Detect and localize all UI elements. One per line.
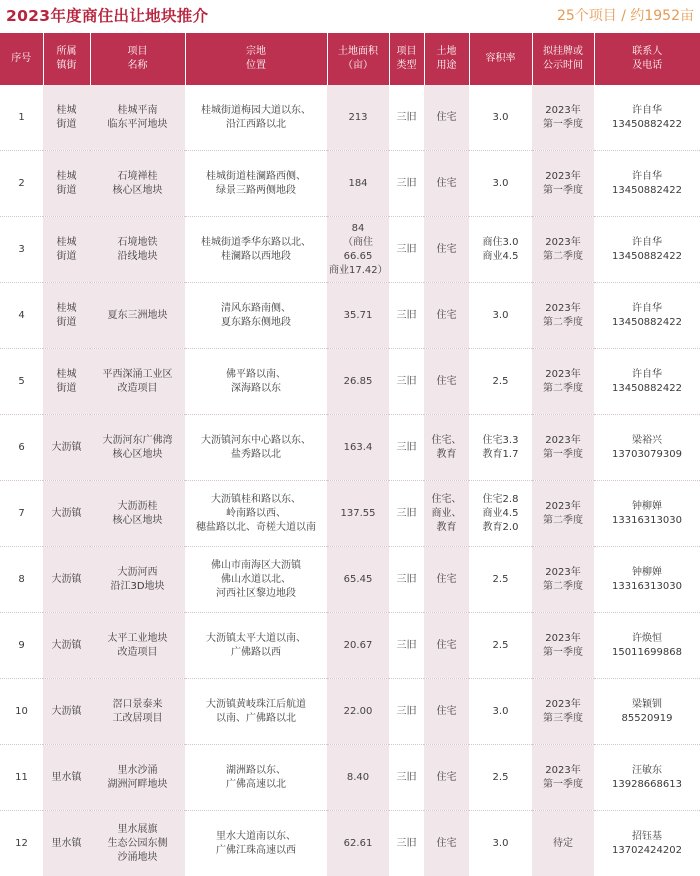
cell-time: 2023年 第一季度: [532, 745, 594, 811]
cell-area: 22.00: [327, 679, 389, 745]
page-header: [0, 0, 700, 33]
cell-name: 大沥河东广佛湾 核心区地块: [90, 415, 185, 481]
cell-use: 住宅、 商业、 教育: [424, 481, 469, 547]
cell-type: 三旧: [389, 547, 424, 613]
cell-location: 佛平路以南、 深海路以东: [185, 349, 327, 415]
cell-time: 2023年 第二季度: [532, 481, 594, 547]
cell-no: 6: [0, 415, 43, 481]
col-header-use: 土地 用途: [424, 33, 469, 85]
table-row: [0, 547, 700, 613]
cell-use: 住宅: [424, 547, 469, 613]
cell-use: 住宅: [424, 349, 469, 415]
table-header-row: [0, 33, 700, 85]
cell-contact: 许自华 13450882422: [612, 104, 682, 130]
cell-far: 住宅3.3 教育1.7: [469, 415, 532, 481]
cell-contact: 梁裕兴 13703079309: [594, 415, 700, 481]
cell-type: 三旧: [389, 745, 424, 811]
cell-far: 3.0: [492, 111, 509, 123]
cell-location: 佛山市南海区大沥镇 佛山水道以北、 河西社区黎边地段: [185, 547, 327, 613]
table-row: [0, 613, 700, 679]
cell-time: 2023年 第三季度: [532, 679, 594, 745]
col-header-area: 土地面积 （亩）: [327, 33, 389, 85]
cell-name: 石境禅桂 核心区地块: [90, 151, 185, 217]
cell-use: 住宅: [424, 85, 469, 151]
table-row: [0, 745, 700, 811]
col-header-location: 宗地 位置: [185, 33, 327, 85]
cell-town: 大沥镇: [43, 415, 90, 481]
cell-name: 大沥河西 沿江3D地块: [90, 547, 185, 613]
cell-type: 三旧: [389, 283, 424, 349]
table-row: [0, 283, 700, 349]
cell-name: 太平工业地块 改造项目: [90, 613, 185, 679]
cell-area: 137.55: [327, 481, 389, 547]
cell-use: 住宅: [424, 811, 469, 876]
cell-name: 石境地铁 沿线地块: [90, 217, 185, 283]
col-header-town: 所属 镇街: [43, 33, 90, 85]
cell-far: 3.0: [469, 283, 532, 349]
cell-time: 2023年 第二季度: [532, 217, 594, 283]
land-parcel-table: [0, 33, 700, 876]
cell-use: 住宅: [424, 745, 469, 811]
cell-type: 三旧: [389, 151, 424, 217]
cell-time: 2023年 第二季度: [532, 349, 594, 415]
cell-type: 三旧: [389, 613, 424, 679]
cell-use: 住宅: [424, 151, 469, 217]
col-header-far: 容积率: [469, 33, 532, 85]
page-title: 2023年度商住出让地块推介: [6, 7, 209, 25]
cell-area: 184: [327, 151, 389, 217]
col-header-time: 拟挂牌或 公示时间: [532, 33, 594, 85]
cell-area: 62.61: [327, 811, 389, 876]
cell-time: 2023年 第一季度: [532, 415, 594, 481]
cell-no: 12: [0, 811, 43, 876]
cell-town: 桂城 街道: [43, 283, 90, 349]
cell-type: 三旧: [396, 111, 417, 123]
cell-town: 桂城 街道: [43, 217, 90, 283]
cell-no: 3: [0, 217, 43, 283]
cell-location: 桂城街道桂澜路西侧、 绿景三路两侧地段: [185, 151, 327, 217]
table-body: [0, 85, 700, 876]
cell-type: 三旧: [389, 349, 424, 415]
cell-far: 3.0: [469, 679, 532, 745]
table-row: [0, 151, 700, 217]
cell-no: 1: [18, 111, 25, 123]
cell-no: 2: [0, 151, 43, 217]
cell-no: 9: [0, 613, 43, 679]
cell-name: 夏东三洲地块: [90, 283, 185, 349]
cell-far: 2.5: [469, 745, 532, 811]
table-row: [0, 415, 700, 481]
cell-time: 2023年 第二季度: [532, 283, 594, 349]
cell-no: 5: [0, 349, 43, 415]
cell-far: 2.5: [469, 349, 532, 415]
cell-town: 桂城 街道: [43, 85, 90, 151]
cell-use: 住宅: [424, 217, 469, 283]
cell-name: 大沥沥桂 核心区地块: [90, 481, 185, 547]
cell-contact: 汪敏东 13928668613: [594, 745, 700, 811]
table-row: [0, 481, 700, 547]
cell-town: 大沥镇: [43, 613, 90, 679]
col-header-contact: 联系人 及电话: [594, 33, 700, 85]
cell-time: 2023年 第二季度: [532, 547, 594, 613]
cell-contact: 许自华 13450882422: [594, 349, 700, 415]
cell-no: 10: [0, 679, 43, 745]
col-header-no: 序号: [0, 33, 43, 85]
cell-far: 商住3.0 商业4.5: [469, 217, 532, 283]
cell-no: 7: [0, 481, 43, 547]
cell-area: 84 （商住66.65 商业17.42）: [327, 217, 389, 283]
cell-location: 湖洲路以东、 广佛高速以北: [185, 745, 327, 811]
cell-far: 2.5: [469, 613, 532, 679]
cell-name: 桂城平南 临东平河地块: [90, 85, 185, 151]
cell-type: 三旧: [389, 481, 424, 547]
cell-location: 大沥镇桂和路以东、 岭南路以西、 穗盐路以北、奇槎大道以南: [185, 481, 327, 547]
col-header-type: 项目 类型: [389, 33, 424, 85]
cell-contact: 梁颖钏 85520919: [594, 679, 700, 745]
cell-town: 大沥镇: [43, 547, 90, 613]
cell-area: 65.45: [327, 547, 389, 613]
cell-contact: 招钰基 13702424202: [594, 811, 700, 876]
cell-far: 3.0: [469, 151, 532, 217]
cell-area: 26.85: [327, 349, 389, 415]
cell-use: 住宅: [424, 613, 469, 679]
cell-type: 三旧: [389, 217, 424, 283]
cell-name: 里水沙涌 湖洲河畔地块: [90, 745, 185, 811]
cell-time: 2023年 第一季度: [532, 151, 594, 217]
cell-name: 平西深涌工业区 改造项目: [90, 349, 185, 415]
cell-far: 住宅2.8 商业4.5 教育2.0: [469, 481, 532, 547]
cell-location: 里水大道南以东、 广佛江珠高速以西: [185, 811, 327, 876]
table-row: [0, 217, 700, 283]
cell-far: 3.0: [469, 811, 532, 876]
cell-time: 待定: [532, 811, 594, 876]
cell-town: 桂城 街道: [43, 349, 90, 415]
cell-contact: 许焕恒 15011699868: [594, 613, 700, 679]
table-row: [0, 85, 700, 151]
cell-town: 大沥镇: [43, 679, 90, 745]
cell-contact: 钟柳婵 13316313030: [594, 481, 700, 547]
cell-contact: 许自华 13450882422: [594, 283, 700, 349]
cell-town: 桂城 街道: [43, 151, 90, 217]
cell-type: 三旧: [389, 679, 424, 745]
cell-no: 11: [0, 745, 43, 811]
project-summary: 25个项目 / 约1952亩: [556, 8, 694, 24]
table-row: [0, 349, 700, 415]
cell-area: 8.40: [327, 745, 389, 811]
cell-area: 213: [327, 85, 389, 151]
cell-town: 大沥镇: [43, 481, 90, 547]
cell-location: 桂城街道季华东路以北、 桂澜路以西地段: [185, 217, 327, 283]
cell-use: 住宅: [424, 679, 469, 745]
cell-no: 4: [0, 283, 43, 349]
cell-location: 清风东路南侧、 夏东路东侧地段: [185, 283, 327, 349]
cell-type: 三旧: [389, 811, 424, 876]
cell-contact: 钟柳婵 13316313030: [594, 547, 700, 613]
cell-area: 35.71: [327, 283, 389, 349]
cell-name: 滘口景泰来 工改居项目: [90, 679, 185, 745]
cell-time: 2023年 第一季度: [532, 613, 594, 679]
cell-name: 里水展旗 生态公园东侧 沙涌地块: [90, 811, 185, 876]
cell-no: 8: [0, 547, 43, 613]
cell-contact: 许自华 13450882422: [594, 151, 700, 217]
cell-area: 163.4: [327, 415, 389, 481]
cell-town: 里水镇: [43, 745, 90, 811]
cell-location: 大沥镇太平大道以南、 广佛路以西: [185, 613, 327, 679]
cell-area: 20.67: [327, 613, 389, 679]
cell-time: 2023年 第一季度: [532, 85, 594, 151]
cell-location: 桂城街道梅园大道以东、 沿江西路以北: [185, 85, 327, 151]
cell-use: 住宅、 教育: [424, 415, 469, 481]
cell-use: 住宅: [424, 283, 469, 349]
cell-town: 里水镇: [43, 811, 90, 876]
table-row: [0, 679, 700, 745]
col-header-name: 项目 名称: [90, 33, 185, 85]
cell-contact: 许自华 13450882422: [594, 217, 700, 283]
cell-far: 2.5: [469, 547, 532, 613]
table-row: [0, 811, 700, 876]
cell-location: 大沥镇黄岐珠江后航道 以南、广佛路以北: [185, 679, 327, 745]
cell-location: 大沥镇河东中心路以东、 盐秀路以北: [185, 415, 327, 481]
cell-type: 三旧: [389, 415, 424, 481]
